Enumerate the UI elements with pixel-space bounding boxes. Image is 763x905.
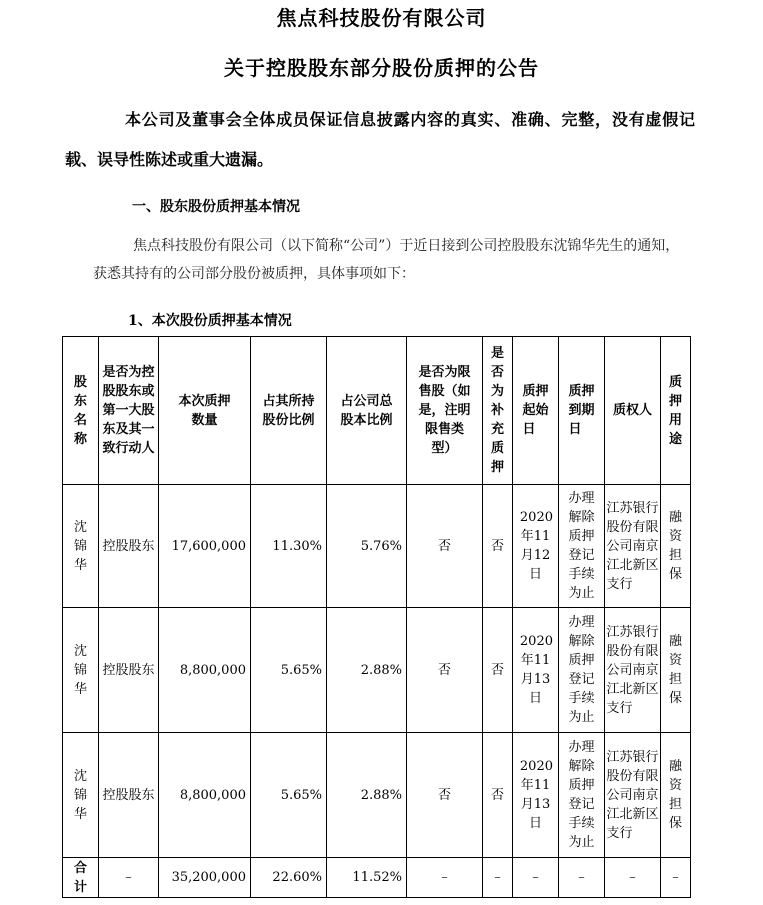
cell-controlling: 控股股东 (99, 608, 159, 733)
cell-shares: 8,800,000 (159, 733, 251, 858)
col-header-shares: 本次质押数量 (159, 337, 251, 485)
table-row (63, 485, 691, 608)
company-name: 焦点科技股份有限公司 (276, 6, 487, 30)
intro-paragraph: 焦点科技股份有限公司（以下简称“公司”）于近日接到公司控股股东沈锦华先生的通知，获悉其持有的公司部分股份被质押，具体事项如下： (93, 238, 680, 282)
col-header-pledgee: 质权人 (605, 337, 661, 485)
subsection-heading-1: 1、本次股份质押基本情况 (128, 313, 292, 329)
total-supplementary: – (483, 858, 513, 898)
cell-name: 沈锦华 (63, 485, 99, 608)
cell-end-date: 办理解除质押登记手续为止 (559, 733, 605, 858)
cell-purpose: 融资担保 (661, 733, 691, 858)
total-row (63, 858, 691, 898)
total-pledgee: – (605, 858, 661, 898)
pledge-table (62, 336, 691, 898)
total-pct-holding: 22.60% (251, 858, 327, 898)
cell-restricted: 否 (407, 733, 483, 858)
cell-pct-total: 2.88% (327, 608, 407, 733)
cell-controlling: 控股股东 (99, 485, 159, 608)
table-header-row (63, 337, 691, 485)
cell-start-date: 2020年11月13日 (513, 733, 559, 858)
cell-pledgee: 江苏银行股份有限公司南京江北新区支行 (605, 608, 661, 733)
cell-pct-holding: 5.65% (251, 608, 327, 733)
col-header-end: 质押到期日 (559, 337, 605, 485)
cell-pct-holding: 5.65% (251, 733, 327, 858)
cell-restricted: 否 (407, 485, 483, 608)
cell-end-date: 办理解除质押登记手续为止 (559, 485, 605, 608)
cell-shares: 8,800,000 (159, 608, 251, 733)
total-restricted: – (407, 858, 483, 898)
board-declaration: 本公司及董事会全体成员保证信息披露内容的真实、准确、完整，没有虚假记载、误导性陈述或重大遗漏。 (65, 110, 695, 169)
cell-restricted: 否 (407, 608, 483, 733)
total-label: 合计 (63, 858, 99, 898)
col-header-pct-total: 占公司总股本比例 (327, 337, 407, 485)
col-header-name: 股东名称 (63, 337, 99, 485)
cell-purpose: 融资担保 (661, 608, 691, 733)
cell-supplementary: 否 (483, 733, 513, 858)
cell-start-date: 2020年11月13日 (513, 608, 559, 733)
col-header-restricted: 是否为限售股（如是，注明限售类型） (407, 337, 483, 485)
cell-name: 沈锦华 (63, 733, 99, 858)
section-heading-1: 一、股东股份质押基本情况 (132, 199, 300, 215)
table-row (63, 733, 691, 858)
announcement-title: 关于控股股东部分股份质押的公告 (224, 56, 539, 80)
total-shares: 35,200,000 (159, 858, 251, 898)
total-controlling: – (99, 858, 159, 898)
cell-controlling: 控股股东 (99, 733, 159, 858)
total-purpose: – (661, 858, 691, 898)
cell-end-date: 办理解除质押登记手续为止 (559, 608, 605, 733)
cell-shares: 17,600,000 (159, 485, 251, 608)
col-header-controlling: 是否为控股股东或第一大股东及其一致行动人 (99, 337, 159, 485)
cell-start-date: 2020年11月12日 (513, 485, 559, 608)
cell-supplementary: 否 (483, 608, 513, 733)
table-row (63, 608, 691, 733)
cell-name: 沈锦华 (63, 608, 99, 733)
cell-purpose: 融资担保 (661, 485, 691, 608)
cell-pct-holding: 11.30% (251, 485, 327, 608)
cell-pledgee: 江苏银行股份有限公司南京江北新区支行 (605, 733, 661, 858)
total-pct-total: 11.52% (327, 858, 407, 898)
total-start: – (513, 858, 559, 898)
col-header-start: 质押起始日 (513, 337, 559, 485)
cell-supplementary: 否 (483, 485, 513, 608)
cell-pct-total: 2.88% (327, 733, 407, 858)
col-header-pct-holding: 占其所持股份比例 (251, 337, 327, 485)
total-end: – (559, 858, 605, 898)
cell-pledgee: 江苏银行股份有限公司南京江北新区支行 (605, 485, 661, 608)
col-header-supplementary: 是否为补充质押 (483, 337, 513, 485)
col-header-purpose: 质押用途 (661, 337, 691, 485)
cell-pct-total: 5.76% (327, 485, 407, 608)
